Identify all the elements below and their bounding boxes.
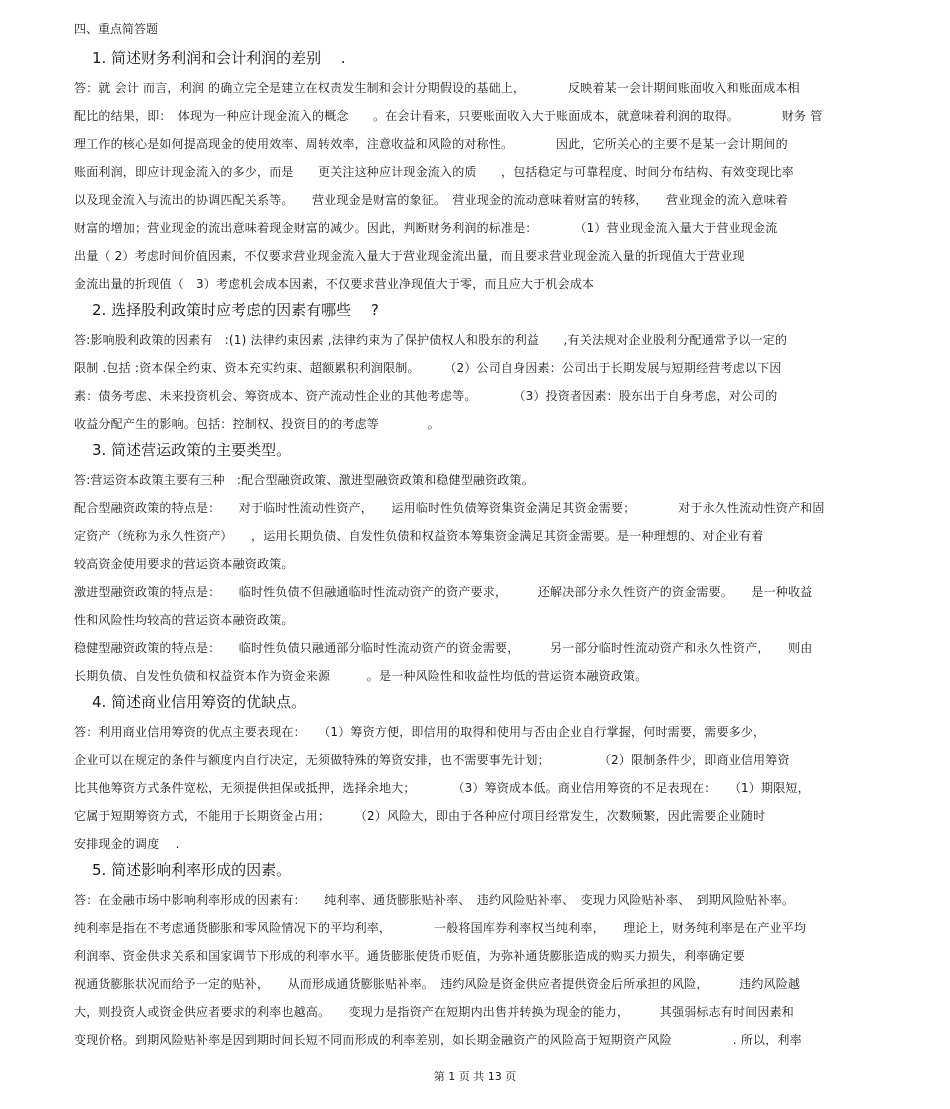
question-3-title: 3. 简述营运政策的主要类型。: [92, 441, 292, 459]
question-1-line: 配比的结果，即： 体现为一种应计现金流入的概念 。在会计看来，只要账面收入大于账面成本，就意味着利润的取得。 财务 管: [74, 109, 823, 123]
question-3-line: 配合型融资政策的特点是： 对于临时性流动性资产， 运用临时性负债筹资集资金满足其资金需要； 对于永久性流动性资产和固: [74, 501, 825, 515]
question-1-line: 财富的增加；营业现金的流出意味着现金财富的减少。因此，判断财务利润的标准是： （1）营业现金流入量大于营业现金流: [74, 221, 778, 235]
question-1-line: 答：就 会计 而言，利润 的确立完全是建立在权责发生制和会计分期假设的基础上， 反映着某一会计期间账面收入和账面成本相: [74, 81, 800, 95]
question-3-line: 性和风险性均较高的营运资本融资政策。: [74, 613, 294, 627]
question-1-line: 金流出量的折现值（ 3）考虑机会成本因素，不仅要求营业净现值大于零，而且应大于机会成本: [74, 277, 595, 291]
section-heading: 四、重点简答题: [74, 22, 159, 36]
page-number: 第 1 页 共 13 页: [433, 1070, 517, 1083]
question-2-line: 收益分配产生的影响。包括：控制权、投资目的的考虑等 。: [74, 417, 441, 431]
question-5-title: 5. 简述影响利率形成的因素。: [92, 861, 292, 879]
question-5-line: 视通货膨胀状况而给予一定的贴补， 从而形成通货膨胀贴补率。 违约风险是资金供应者提供资金后所承担的风险， 违约风险越: [74, 977, 801, 991]
question-1-line: 账面利润，即应计现金流入的多少，而是 更关注这种应计现金流入的质 ，包括稳定与可靠程度、时间分布结构、有效变现比率: [74, 165, 794, 179]
question-2-line: 素：债务考虑、未来投资机会、筹资成本、资产流动性企业的其他考虑等。 （3）投资者因素：股东出于自身考虑，对公司的: [74, 389, 778, 403]
question-1-line: 以及现金流入与流出的协调匹配关系等。 营业现金是财富的象征。 营业现金的流动意味着财富的转移， 营业现金的流入意味着: [74, 193, 789, 207]
question-3-line: 答:营运资本政策主要有三种 :配合型融资政策、激进型融资政策和稳健型融资政策。: [74, 473, 534, 487]
question-1-line: 理工作的核心是如何提高现金的使用效率、周转效率，注意收益和风险的对称性。 因此，它所关心的主要不是某一会计期间的: [74, 137, 788, 151]
question-4-line: 企业可以在规定的条件与额度内自行决定，无须做特殊的筹资安排，也不需要事先计划； （2）限制条件少，即商业信用筹资: [74, 753, 790, 767]
question-3-line: 稳健型融资政策的特点是： 临时性负债只融通部分临时性流动资产的资金需要， 另一部分临时性流动资产和永久性资产， 则由: [74, 641, 813, 655]
question-3-line: 长期负债、自发性负债和权益资本作为资金来源 。是一种风险性和收益性均低的营运资本融资政策。: [74, 669, 648, 683]
question-2-title: 2. 选择股利政策时应考虑的因素有哪些 ?: [92, 301, 379, 319]
question-4-line: 比其他筹资方式条件宽松，无须提供担保或抵押，选择余地大； （3）筹资成本低。商业信用筹资的不足表现在： （1）期限短，: [74, 781, 810, 795]
question-1-title: 1. 简述财务利润和会计利润的差别 .: [92, 49, 346, 67]
question-4-title: 4. 简述商业信用筹资的优缺点。: [92, 693, 307, 711]
question-4-line: 答：利用商业信用筹资的优点主要表现在： （1）筹资方便，即信用的取得和使用与否由企业自行掌握，何时需要，需要多少，: [74, 725, 766, 739]
question-5-line: 变现价格。到期风险贴补率是因到期时间长短不同而形成的利率差别，如长期金融资产的风险高于短期资产风险 . 所以，利率: [74, 1033, 802, 1047]
question-5-line: 大，则投资人或资金供应者要求的利率也越高。 变现力是指资产在短期内出售并转换为现金的能力， 其强弱标志有时间因素和: [74, 1005, 795, 1019]
question-5-line: 答：在金融市场中影响利率形成的因素有： 纯利率、通货膨胀贴补率、 违约风险贴补率、 变现力风险贴补率、 到期风险贴补率。: [74, 893, 795, 907]
question-3-line: 较高资金使用要求的营运资本融资政策。: [74, 557, 294, 571]
question-5-line: 利润率、资金供求关系和国家调节下形成的利率水平。通货膨胀使货币贬值，为弥补通货膨胀造成的购买力损失，利率确定要: [74, 949, 746, 963]
question-2-line: 限制 .包括 :资本保全约束、资本充实约束、超额累积利润限制。 （2）公司自身因素：公司出于长期发展与短期经营考虑以下因: [74, 361, 782, 375]
question-4-line: 安排现金的调度 .: [74, 837, 180, 851]
question-3-line: 定资产（统称为永久性资产） ，运用长期负债、自发性负债和权益资本筹集资金满足其资金需要。是一种理想的、对企业有着: [74, 529, 764, 543]
question-2-line: 答:影响股利政策的因素有 :(1) 法律约束因素 ,法律约束为了保护债权人和股东的利益 ,有关法规对企业股利分配通常予以一定的: [74, 333, 788, 347]
question-3-line: 激进型融资政策的特点是： 临时性负债不但融通临时性流动资产的资产要求， 还解决部分永久性资产的资金需要。 是一种收益: [74, 585, 813, 599]
question-5-line: 纯利率是指在不考虑通货膨胀和零风险情况下的平均利率， 一般将国库券利率权当纯利率， 理论上，财务纯利率是在产业平均: [74, 921, 807, 935]
question-1-line: 出量（ 2）考虑时间价值因素，不仅要求营业现金流入量大于营业现金流出量，而且要求营业现金流入量的折现值大于营业现: [74, 249, 745, 263]
question-4-line: 它属于短期筹资方式，不能用于长期资金占用； （2）风险大，即由于各种应付项目经常发生，次数频繁，因此需要企业随时: [74, 809, 766, 823]
